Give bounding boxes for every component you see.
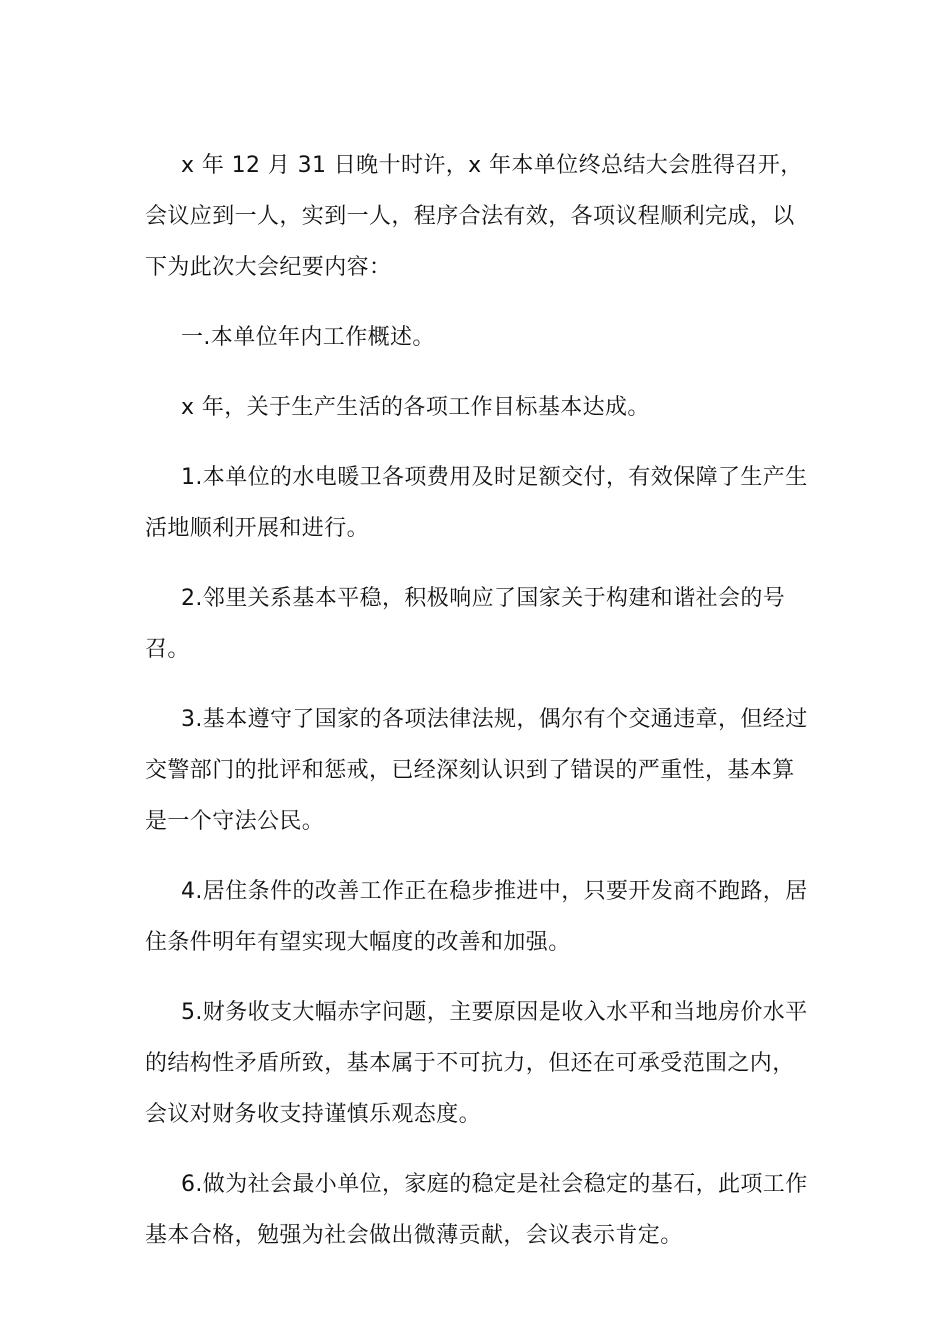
list-item-1: 1.本单位的水电暖卫各项费用及时足额交付，有效保障了生产生活地顺利开展和进行。 bbox=[145, 465, 808, 541]
list-item-6: 6.做为社会最小单位，家庭的稳定是社会稳定的基石，此项工作基本合格，勉强为社会做出微薄贡献，会议表示肯定。 bbox=[145, 1172, 808, 1248]
list-item-5: 5.财务收支大幅赤字问题，主要原因是收入水平和当地房价水平的结构性矛盾所致，基本属于不可抗力，但还在可承受范围之内，会议对财务收支持谨慎乐观态度。 bbox=[145, 1000, 808, 1127]
paragraph-annual-summary: x 年，关于生产生活的各项工作目标基本达成。 bbox=[181, 395, 650, 420]
heading-section-one: 一.本单位年内工作概述。 bbox=[181, 325, 435, 350]
document-body bbox=[145, 140, 815, 1280]
list-item-2: 2.邻里关系基本平稳，积极响应了国家关于构建和谐社会的号召。 bbox=[145, 586, 786, 662]
list-item-4: 4.居住条件的改善工作正在稳步推进中，只要开发商不跑路，居住条件明年有望实现大幅度的改善和加强。 bbox=[145, 879, 808, 955]
paragraph-meeting-intro: x 年 12 月 31 日晚十时许，x 年本单位终总结大会胜得召开，会议应到一人，实到一人，程序合法有效，各项议程顺利完成，以下为此次大会纪要内容： bbox=[145, 153, 803, 280]
list-item-3: 3.基本遵守了国家的各项法律法规，偶尔有个交通违章，但经过交警部门的批评和惩戒，已经深刻认识到了错误的严重性，基本算是一个守法公民。 bbox=[145, 707, 808, 834]
